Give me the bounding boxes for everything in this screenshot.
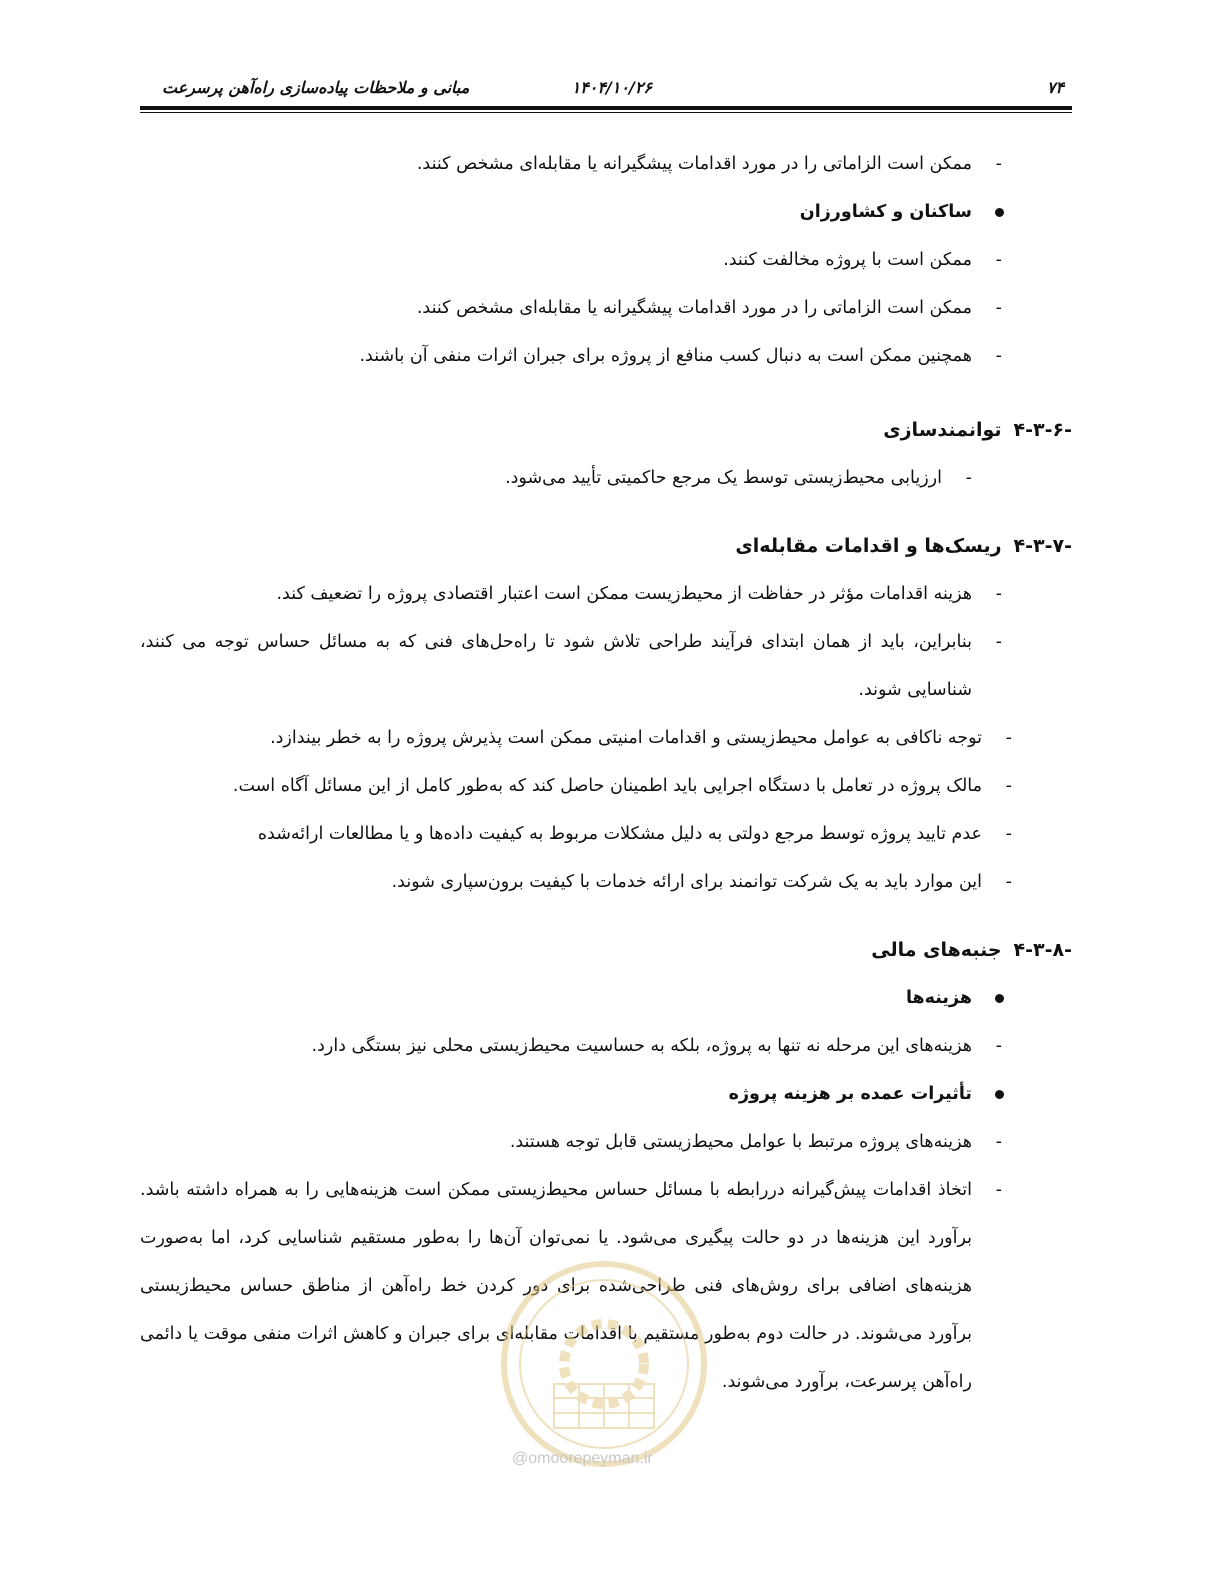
list-item: - توجه ناکافی به عوامل محیط‌زیستی و اقدامات امنیتی ممکن است پذیرش پروژه را به خطر بیندازد. xyxy=(270,728,1012,748)
section-heading: ۴-۳-۶-توانمندسازی xyxy=(883,419,1072,441)
header-rule-thin xyxy=(140,112,1072,113)
document-body xyxy=(140,140,1072,1400)
page-header xyxy=(140,70,1072,110)
list-item: - مالک پروژه در تعامل با دستگاه اجرایی باید اطمینان حاصل کند که به‌طور کامل از این مسائل آگاه است. xyxy=(232,776,1012,796)
list-item: - ممکن است الزاماتی را در مورد اقدامات پیشگیرانه یا مقابله‌ای مشخص کنند. xyxy=(416,298,1002,318)
list-item: - عدم تایید پروژه توسط مرجع دولتی به دلیل مشکلات مربوط به کیفیت داده‌ها و یا مطالعات ارائه‌شده xyxy=(257,824,1012,844)
list-item: - ارزیابی محیط‌زیستی توسط یک مرجع حاکمیتی تأیید می‌شود. xyxy=(505,468,972,488)
bullet-heading: هزینه‌ها xyxy=(140,974,1072,1022)
bullet-heading: تأثیرات عمده بر هزینه پروژه xyxy=(140,1070,1072,1118)
list-item: - ممکن است الزاماتی را در مورد اقدامات پیشگیرانه یا مقابله‌ای مشخص کنند. xyxy=(416,154,1002,174)
header-title: مبانی و ملاحظات پیاده‌سازی راه‌آهن پرسرعت xyxy=(162,78,470,97)
watermark-seal-icon xyxy=(496,1256,712,1472)
bullet-dot-icon xyxy=(995,208,1004,217)
list-item: - بنابراین، باید از همان ابتدای فرآیند طراحی تلاش شود تا راه‌حل‌های فنی که به مسائل حساس توجه می کنند، شناسایی شوند. xyxy=(140,632,1002,700)
bullet-dot-icon xyxy=(995,994,1004,1003)
page-number: ۷۴ xyxy=(1046,78,1064,97)
list-item: - این موارد باید به یک شرکت توانمند برای ارائه خدمات با کیفیت برون‌سپاری شوند. xyxy=(391,872,1012,892)
list-item: - ممکن است با پروژه مخالفت کنند. xyxy=(723,250,1002,270)
list-item: - هزینه‌های این مرحله نه تنها به پروژه، بلکه به حساسیت محیط‌زیستی محلی نیز بستگی دارد. xyxy=(311,1036,1002,1056)
list-item: - هزینه‌های پروژه مرتبط با عوامل محیط‌زیستی قابل توجه هستند. xyxy=(509,1132,1002,1152)
bullet-dot-icon xyxy=(995,1090,1004,1099)
list-item: - هزینه اقدامات مؤثر در حفاظت از محیط‌زیست ممکن است اعتبار اقتصادی پروژه را تضعیف کند. xyxy=(276,584,1002,604)
section-heading: ۴-۳-۸-جنبه‌های مالی xyxy=(871,939,1072,961)
bullet-heading: ساکنان و کشاورزان xyxy=(140,188,1072,236)
list-item: - اتخاذ اقدامات پیش‌گیرانه دررابطه با مسائل حساس محیط‌زیستی ممکن است هزینه‌هایی را به همراه داشته باشد. برآورد این هزینه‌ها در دو حالت پیگیری می‌شود. یا نمی‌توان آن‌ها را به‌طور مستقیم شناسایی کرد، اما به‌صورت هزینه‌های اضافی برای روش‌های فنی طراحی‌شده برای دور کردن خط راه‌آهن از مناطق حساس محیط‌زیستی برآورد می‌شوند. در حالت دوم به‌طور مستقیم با اقدامات مقابله‌ای برای جبران و کاهش اثرات منفی موقت یا دائمی راه‌آهن پرسرعت، برآورد می‌شوند. xyxy=(140,1180,1002,1392)
header-date: ۱۴۰۴/۱۰/۲۶ xyxy=(571,78,652,97)
header-rule-thick xyxy=(140,106,1072,110)
watermark-text: @omoorepeyman.ir xyxy=(512,1450,653,1467)
section-heading: ۴-۳-۷-ریسک‌ها و اقدامات مقابله‌ای xyxy=(735,535,1072,557)
list-item: - همچنین ممکن است به دنبال کسب منافع از پروژه برای جبران اثرات منفی آن باشند. xyxy=(359,346,1002,366)
